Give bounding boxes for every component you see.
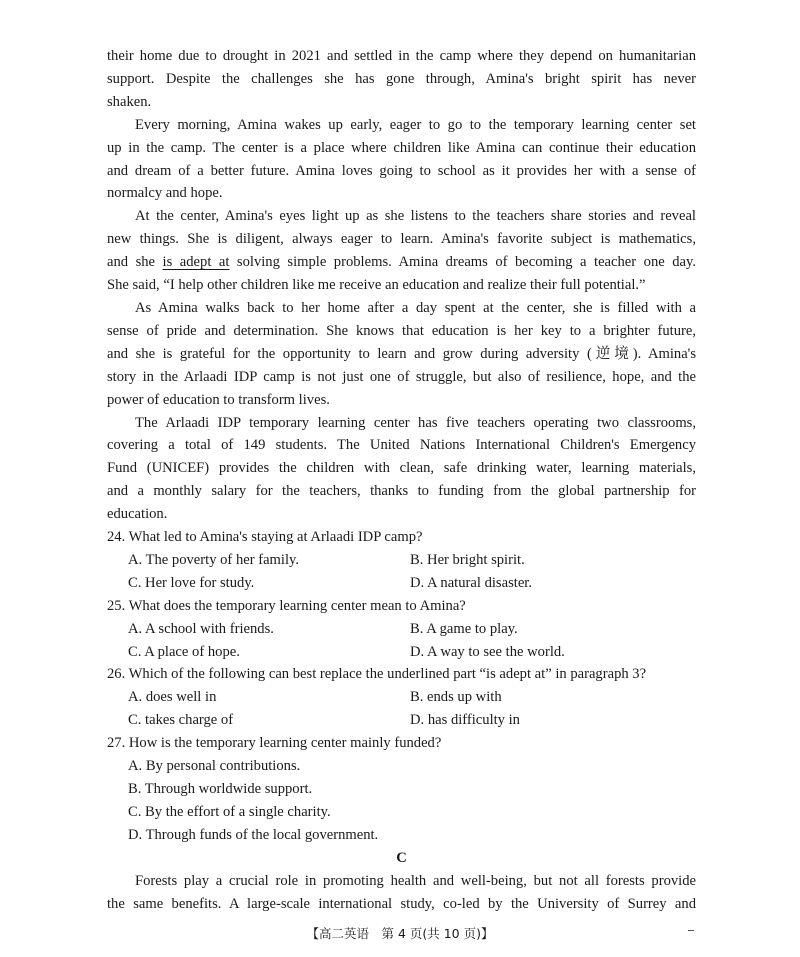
option-c: C. By the effort of a single charity.: [128, 803, 331, 820]
text-line: and a monthly salary for the teachers, thanks to funding from the global partnership for: [107, 483, 696, 500]
text-line: normalcy and hope.: [107, 185, 223, 202]
text-line: the same benefits. A large-scale international study, co-led by the University of Surrey and: [107, 895, 696, 912]
text-line: [107, 251, 696, 274]
option-c: C. takes charge of: [128, 712, 234, 729]
option-d: D. has difficulty in: [410, 712, 520, 729]
section-c-paragraph: [107, 870, 696, 916]
text-line: covering a total of 149 students. The United Nations International Children's Emergency: [107, 437, 696, 454]
text-line: new things. She is diligent, always eager to learn. Amina's favorite subject is mathematics,: [107, 231, 696, 248]
option-b: B. ends up with: [410, 689, 502, 706]
page-footer: 【高二英语 第 4 页(共 10 页)】: [306, 926, 494, 941]
option-a: A. does well in: [128, 689, 217, 706]
text-line: As Amina walks back to her home after a day spent at the center, she is filled with a: [135, 299, 696, 316]
question-stem: 26. Which of the following can best replace the underlined part “is adept at” in paragraph 3?: [107, 666, 647, 683]
option-b: B. A game to play.: [410, 620, 518, 637]
exam-page: [107, 45, 696, 915]
question-stem: 25. What does the temporary learning center mean to Amina?: [107, 597, 466, 614]
option-c: C. Her love for study.: [128, 574, 255, 591]
text-line: The Arlaadi IDP temporary learning center has five teachers operating two classrooms,: [135, 414, 696, 431]
option-d: D. A natural disaster.: [410, 574, 533, 591]
text-line: up in the camp. The center is a place where children like Amina can continue their education: [107, 139, 696, 156]
paragraph-4: [107, 297, 696, 412]
text-line: Forests play a crucial role in promoting health and well-being, but not all forests provide: [135, 872, 696, 889]
text-line: power of education to transform lives.: [107, 391, 330, 408]
paragraph-2: [107, 114, 696, 206]
text-line: their home due to drought in 2021 and settled in the camp where they depend on humanitarian: [107, 48, 696, 64]
question-25: [107, 595, 696, 664]
text-line: sense of pride and determination. She knows that education is her key to a brighter future,: [107, 322, 696, 339]
text: and she: [107, 254, 163, 271]
paragraph-5: [107, 412, 696, 527]
question-stem: 27. How is the temporary learning center mainly funded?: [107, 735, 442, 752]
paragraph-3: [107, 205, 696, 297]
text-line: support. Despite the challenges she has gone through, Amina's bright spirit has never: [107, 70, 696, 87]
text-line: and dream of a better future. Amina loves going to school as it provides her with a sense of: [107, 162, 696, 179]
option-d: D. A way to see the world.: [410, 643, 565, 660]
text-line: Fund (UNICEF) provides the children with clean, safe drinking water, learning materials,: [107, 460, 696, 477]
text-line: At the center, Amina's eyes light up as she listens to the teachers share stories and reveal: [135, 208, 696, 225]
question-27: [107, 732, 696, 847]
scan-mark: [688, 930, 694, 931]
text-line: shaken.: [107, 93, 152, 110]
option-d: D. Through funds of the local government.: [128, 826, 379, 843]
text-line: and she is grateful for the opportunity to learn and grow during adversity (逆境). Amina's: [107, 345, 696, 362]
option-c: C. A place of hope.: [128, 643, 240, 660]
question-stem: 24. What led to Amina's staying at Arlaadi IDP camp?: [107, 529, 423, 546]
question-26: [107, 663, 696, 732]
text-line: story in the Arlaadi IDP camp is not just one of struggle, but also of resilience, hope, and the: [107, 368, 696, 385]
question-24: [107, 526, 696, 595]
text: solving simple problems. Amina dreams of becoming a teacher one day.: [229, 254, 696, 271]
text-line: Every morning, Amina wakes up early, eager to go to the temporary learning center set: [135, 116, 696, 133]
option-b: B. Her bright spirit.: [410, 551, 525, 568]
option-a: A. A school with friends.: [128, 620, 274, 637]
text-line: She said, “I help other children like me receive an education and realize their full potential.”: [107, 277, 646, 294]
underlined-phrase: is adept at: [162, 254, 230, 271]
option-a: A. By personal contributions.: [128, 758, 301, 775]
paragraph-1: [107, 45, 696, 114]
option-b: B. Through worldwide support.: [128, 781, 313, 797]
text-line: education.: [107, 506, 168, 523]
option-a: A. The poverty of her family.: [128, 551, 300, 568]
section-heading: C: [396, 849, 407, 866]
